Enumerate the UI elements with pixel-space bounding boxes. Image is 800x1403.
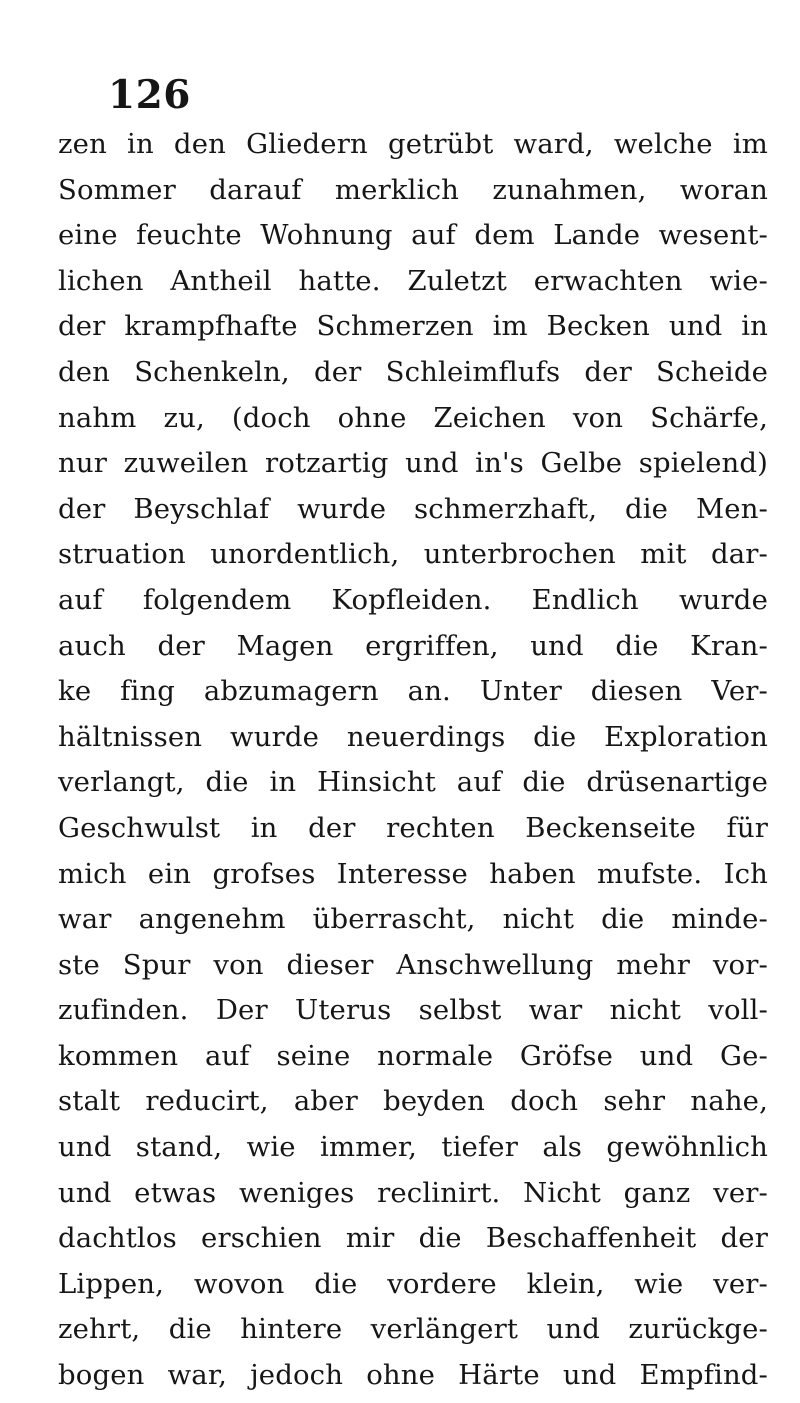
text-line: auf folgendem Kopfleiden. Endlich wurde: [58, 583, 768, 616]
text-line: Geschwulst in der rechten Beckenseite für: [58, 811, 768, 844]
text-line: eine feuchte Wohnung auf dem Lande wesent-: [58, 219, 768, 252]
text-line: hältnissen wurde neuerdings die Exploration: [58, 720, 768, 753]
text-line: struation unordentlich, unterbrochen mit dar-: [58, 538, 768, 571]
text-line: zehrt, die hintere verlängert und zurückge-: [58, 1313, 768, 1346]
text-line: zen in den Gliedern getrübt ward, welche im: [58, 128, 768, 160]
text-line: nahm zu, (doch ohne Zeichen von Schärfe,: [58, 401, 768, 434]
text-line: auch der Magen ergriffen, und die Kran-: [58, 629, 768, 662]
text-line: verlangt, die in Hinsicht auf die drüsenartige: [58, 766, 768, 799]
text-line: ste Spur von dieser Anschwellung mehr vor-: [58, 948, 768, 981]
text-line: war angenehm überrascht, nicht die minde-: [58, 903, 768, 936]
text-line: Lippen, wovon die vordere klein, wie ver-: [58, 1267, 768, 1300]
text-line: Sommer darauf merklich zunahmen, woran: [58, 173, 768, 206]
text-line: den Schenkeln, der Schleimflufs der Scheide: [58, 355, 768, 388]
text-line: dachtlos erschien mir die Beschaffenheit der: [58, 1222, 768, 1255]
text-line: lichen Antheil hatte. Zuletzt erwachten wie-: [58, 264, 768, 297]
text-line: stalt reducirt, aber beyden doch sehr nahe,: [58, 1085, 768, 1118]
text-line: zufinden. Der Uterus selbst war nicht voll-: [58, 994, 768, 1027]
text-line: der krampfhafte Schmerzen im Becken und in: [58, 310, 768, 343]
text-line: nur zuweilen rotzartig und in's Gelbe spielend): [58, 447, 768, 480]
text-line: mich ein grofses Interesse haben mufste. Ich: [58, 857, 768, 890]
text-line: und stand, wie immer, tiefer als gewöhnlich: [58, 1131, 768, 1164]
text-line: und etwas weniges reclinirt. Nicht ganz ver-: [58, 1176, 768, 1209]
body-text: [58, 122, 768, 1399]
text-line: kommen auf seine normale Gröfse und Ge-: [58, 1039, 768, 1072]
page-number: 126: [108, 72, 191, 118]
text-line: ke fing abzumagern an. Unter diesen Ver-: [58, 675, 768, 708]
text-line: bogen war, jedoch ohne Härte und Empfind-: [58, 1359, 768, 1392]
text-line: der Beyschlaf wurde schmerzhaft, die Men-: [58, 492, 768, 525]
